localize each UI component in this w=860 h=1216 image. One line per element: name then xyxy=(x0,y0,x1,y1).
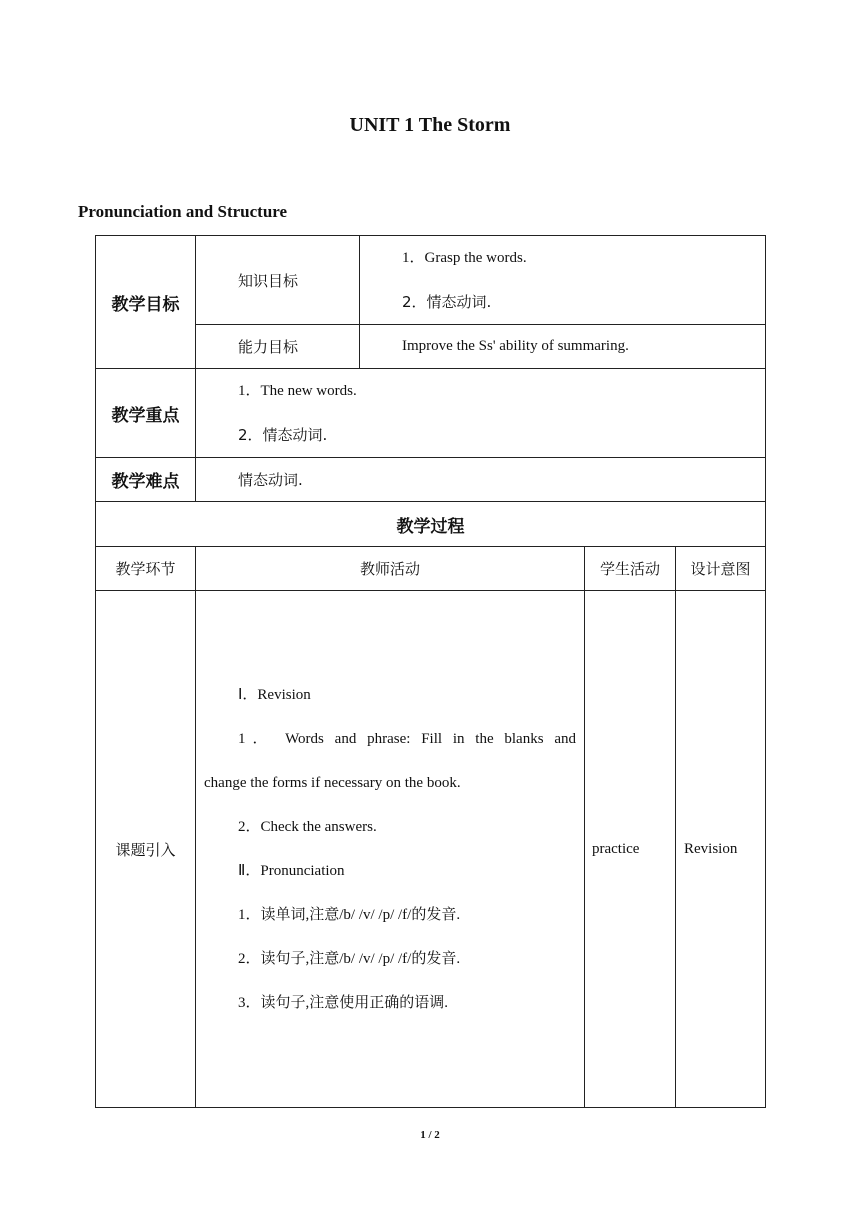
header-student: 学生活动 xyxy=(585,547,676,591)
ability-row xyxy=(96,325,766,369)
knowledge-item: 1．Grasp the words. xyxy=(402,250,527,266)
knowledge-items xyxy=(360,236,766,325)
difficulties-text: 情态动词. xyxy=(196,458,766,502)
section-subtitle: Pronunciation and Structure xyxy=(78,202,288,221)
knowledge-label: 知识目标 xyxy=(196,236,360,325)
difficulties-row xyxy=(96,458,766,502)
key-points-items xyxy=(196,369,766,458)
process-title-row xyxy=(96,502,766,547)
teacher-line: 1． Words and phrase: Fill in the blanks and xyxy=(238,731,576,747)
key-points-row xyxy=(96,369,766,458)
difficulties-heading: 教学难点 xyxy=(96,458,196,502)
header-purpose: 设计意图 xyxy=(676,547,766,591)
teacher-line: 2．读句子,注意/b/ /v/ /p/ /f/的发音. xyxy=(238,951,461,967)
teacher-line: Ⅱ．Pronunciation xyxy=(238,863,345,879)
key-point-item: 2．情态动词. xyxy=(238,426,328,444)
stage-cell: 课题引入 xyxy=(96,591,196,1108)
knowledge-item: 2．情态动词. xyxy=(402,293,492,311)
design-purpose-cell: Revision xyxy=(676,591,766,1108)
header-teacher: 教师活动 xyxy=(196,547,585,591)
header-stage: 教学环节 xyxy=(96,547,196,591)
document-title: UNIT 1 The Storm xyxy=(349,114,511,136)
teacher-activity-cell xyxy=(196,591,585,1108)
teacher-line: change the forms if necessary on the book. xyxy=(204,775,461,791)
teacher-line: Ⅰ．Revision xyxy=(238,687,311,703)
teacher-line: 2．Check the answers. xyxy=(238,819,377,835)
objectives-heading: 教学目标 xyxy=(96,236,196,369)
teacher-line: 3．读句子,注意使用正确的语调. xyxy=(238,995,449,1011)
process-header-row xyxy=(96,547,766,591)
process-title: 教学过程 xyxy=(96,502,766,547)
key-point-item: 1．The new words. xyxy=(238,383,357,399)
lesson-plan-table xyxy=(95,235,766,1108)
objectives-row xyxy=(96,236,766,325)
ability-text: Improve the Ss' ability of summaring. xyxy=(360,325,766,369)
process-content-row xyxy=(96,591,766,1108)
page-number: 1 / 2 xyxy=(420,1129,440,1141)
student-activity-cell: practice xyxy=(585,591,676,1108)
teacher-line: 1．读单词,注意/b/ /v/ /p/ /f/的发音. xyxy=(238,907,461,923)
ability-label: 能力目标 xyxy=(196,325,360,369)
key-points-heading: 教学重点 xyxy=(96,369,196,458)
